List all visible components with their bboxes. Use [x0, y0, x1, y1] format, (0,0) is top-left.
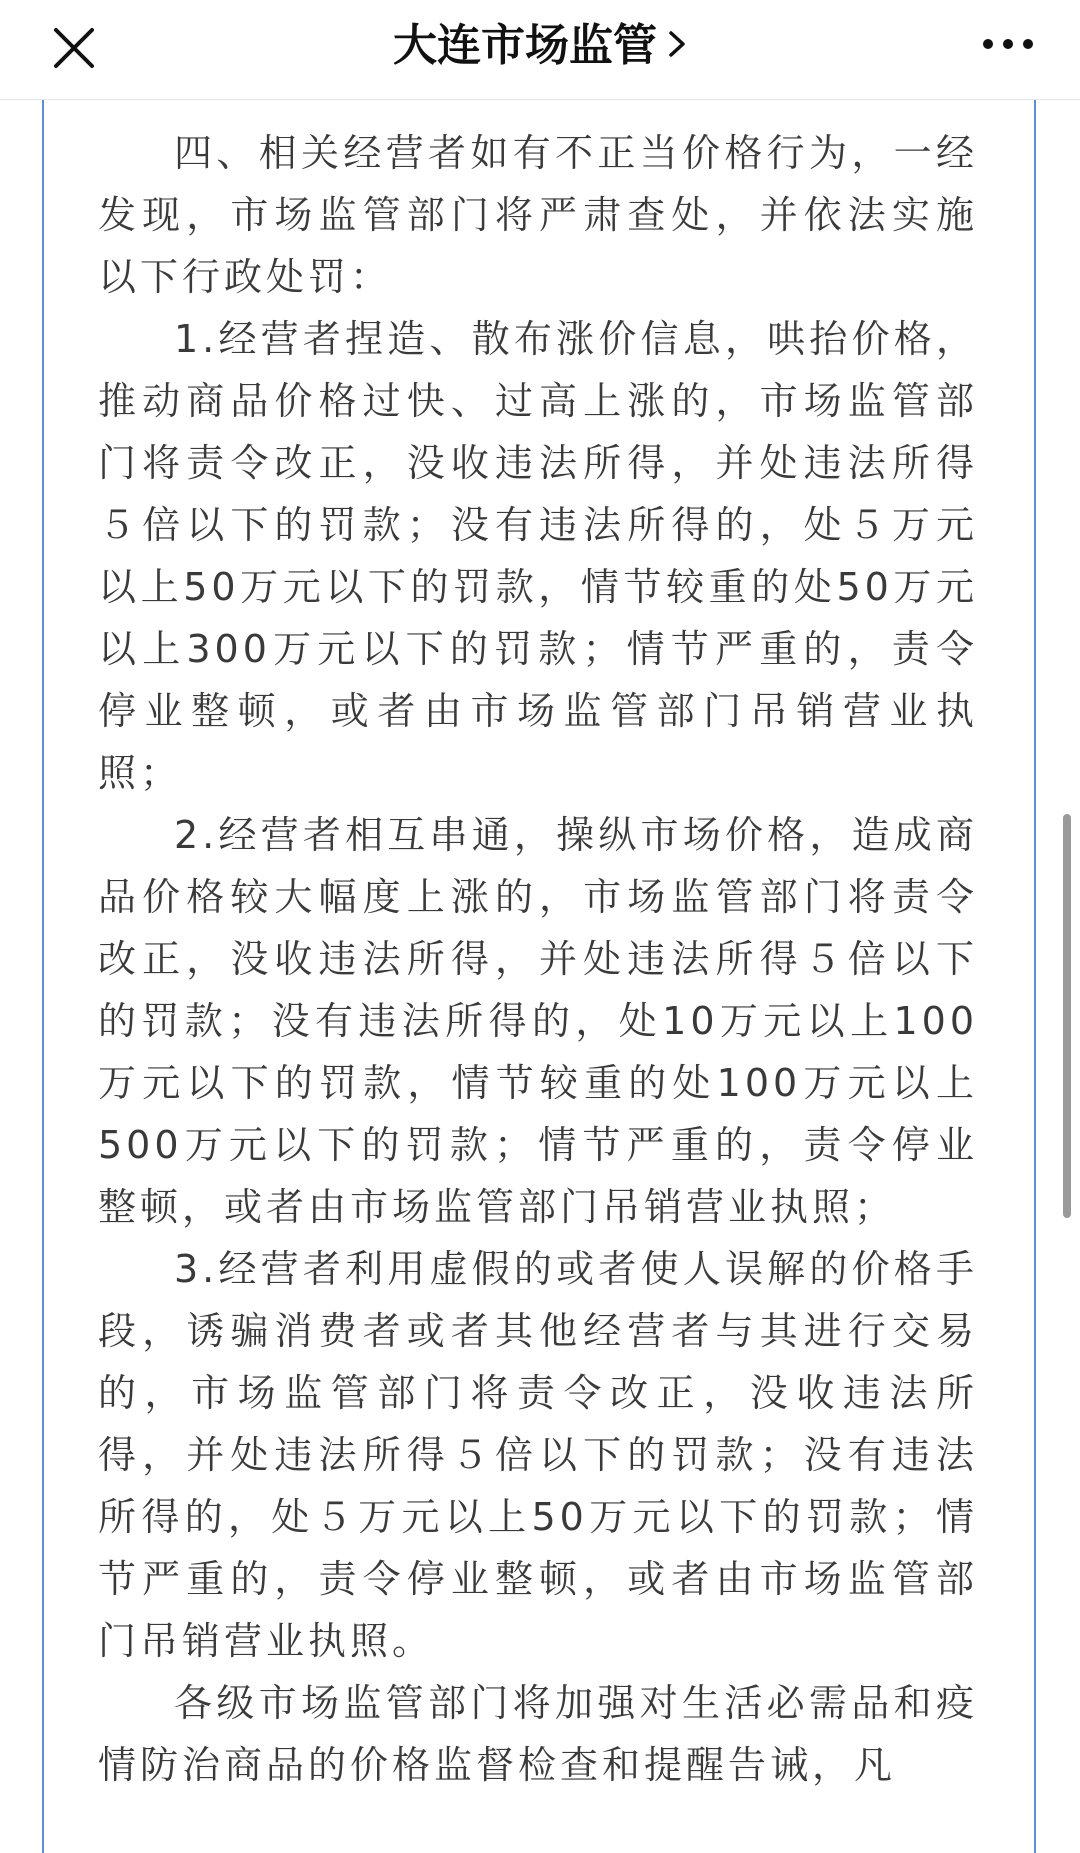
- page-title: 大连市场监管: [393, 20, 657, 71]
- more-horizontal-icon: [980, 30, 1036, 58]
- more-options-button[interactable]: [980, 30, 1036, 58]
- article-paragraph: 四、相关经营者如有不正当价格行为，一经发现，市场监管部门将严肃查处，并依法实施以下行政处罚：: [98, 131, 978, 299]
- article-frame: [42, 100, 1036, 1853]
- article-paragraph: 各级市场监管部门将加强对生活必需品和疫情防治商品的价格监督检查和提醒告诫，凡: [98, 1681, 978, 1787]
- chevron-right-icon: [667, 13, 687, 77]
- article-body: [98, 122, 978, 1796]
- vertical-scrollbar[interactable]: [1063, 814, 1071, 1218]
- account-title-link[interactable]: [0, 14, 1080, 78]
- article-paragraph: 3.经营者利用虚假的或者使人误解的价格手段，诱骗消费者或者其他经营者与其进行交易的，市场监管部门将责令改正，没收违法所得，并处违法所得５倍以下的罚款；没有违法所得的，处５万元以上50万元以下的罚款；情节严重的，责令停业整顿，或者由市场监管部门吊销营业执照。: [98, 1247, 978, 1663]
- article-paragraph: 1.经营者捏造、散布涨价信息，哄抬价格，推动商品价格过快、过高上涨的，市场监管部门将责令改正，没收违法所得，并处违法所得５倍以下的罚款；没有违法所得的，处５万元以上50万元以下的罚款，情节较重的处50万元以上300万元以下的罚款；情节严重的，责令停业整顿，或者由市场监管部门吊销营业执照；: [98, 317, 978, 795]
- article-paragraph: 2.经营者相互串通，操纵市场价格，造成商品价格较大幅度上涨的，市场监管部门将责令改正，没收违法所得，并处违法所得５倍以下的罚款；没有违法所得的，处10万元以上100万元以下的罚款，情节较重的处100万元以上500万元以下的罚款；情节严重的，责令停业整顿，或者由市场监管部门吊销营业执照；: [98, 813, 978, 1229]
- top-navigation-bar: [0, 0, 1080, 100]
